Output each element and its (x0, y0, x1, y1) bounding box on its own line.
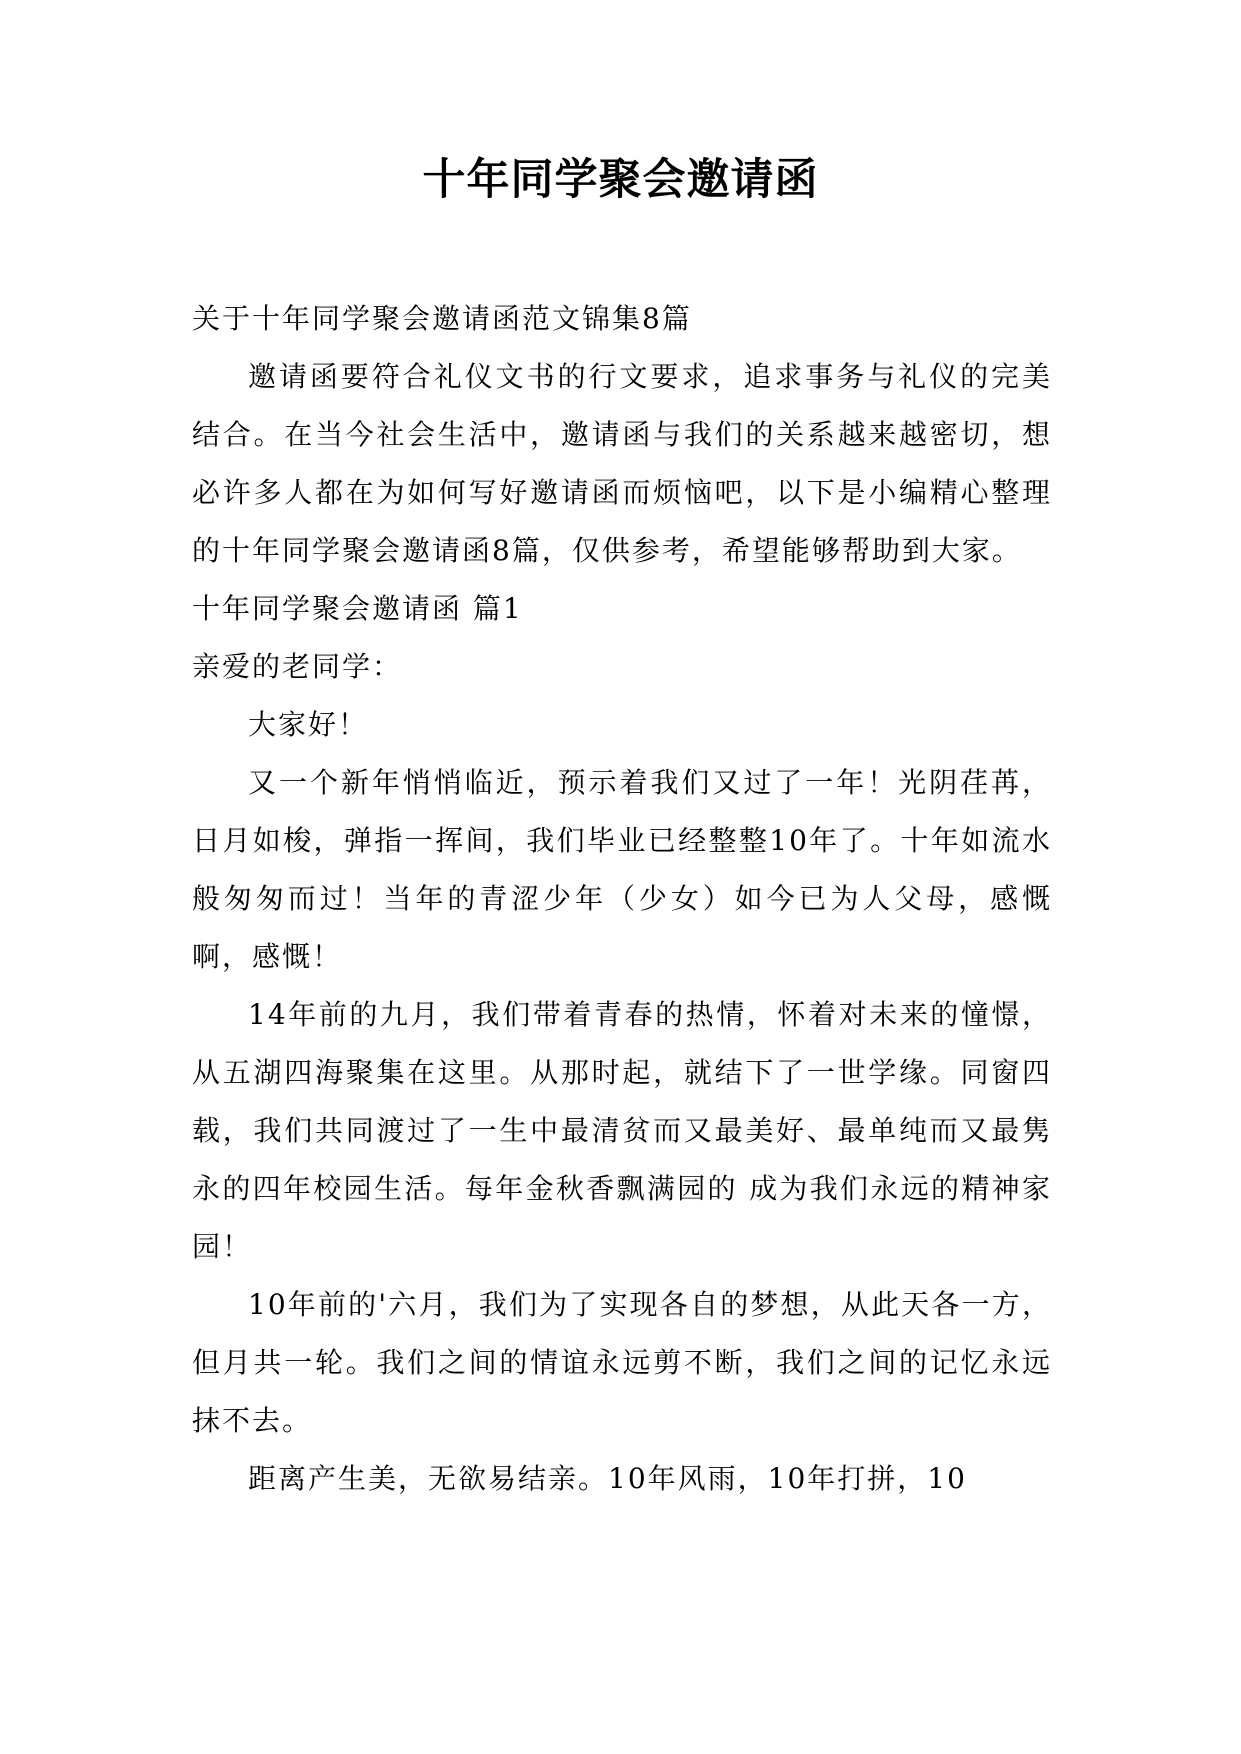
salutation: 亲爱的老同学： (192, 650, 403, 683)
paragraph-body: 距离产生美，无欲易结亲。10年风雨，10年打拼，10 (248, 1462, 967, 1495)
paragraph-body: 又一个新年悄悄临近，预示着我们又过了一年！光阴荏苒，日月如梭，弹指一挥间，我们毕业已经整整10年了。十年如流水般匆匆而过！当年的青涩少年（少女）如今已为人父母，感慨啊，感慨！ (192, 766, 1052, 973)
greeting: 大家好！ (248, 708, 369, 741)
document-title: 十年同学聚会邀请函 (422, 155, 819, 205)
paragraph-intro: 邀请函要符合礼仪文书的行文要求，追求事务与礼仪的完美结合。在当今社会生活中，邀请函与我们的关系越来越密切，想必许多人都在为如何写好邀请函而烦恼吧，以下是小编精心整理的十年同学聚会邀请函8篇，仅供参考，希望能够帮助到大家。 (192, 360, 1052, 567)
paragraph-body: 14年前的九月，我们带着青春的热情，怀着对未来的憧憬，从五湖四海聚集在这里。从那时起，就结下了一世学缘。同窗四载，我们共同渡过了一生中最清贫而又最美好、最单纯而又最隽永的四年校园生活。每年金秋香飘满园的 成为我们永远的精神家园！ (192, 998, 1052, 1263)
section-heading: 十年同学聚会邀请函 篇1 (192, 592, 523, 625)
paragraph-subtitle: 关于十年同学聚会邀请函范文锦集8篇 (192, 302, 692, 335)
paragraph-body: 10年前的'六月，我们为了实现各自的梦想，从此天各一方，但月共一轮。我们之间的情谊永远剪不断，我们之间的记忆永远抹不去。 (192, 1288, 1052, 1437)
document-body (192, 290, 1052, 1508)
